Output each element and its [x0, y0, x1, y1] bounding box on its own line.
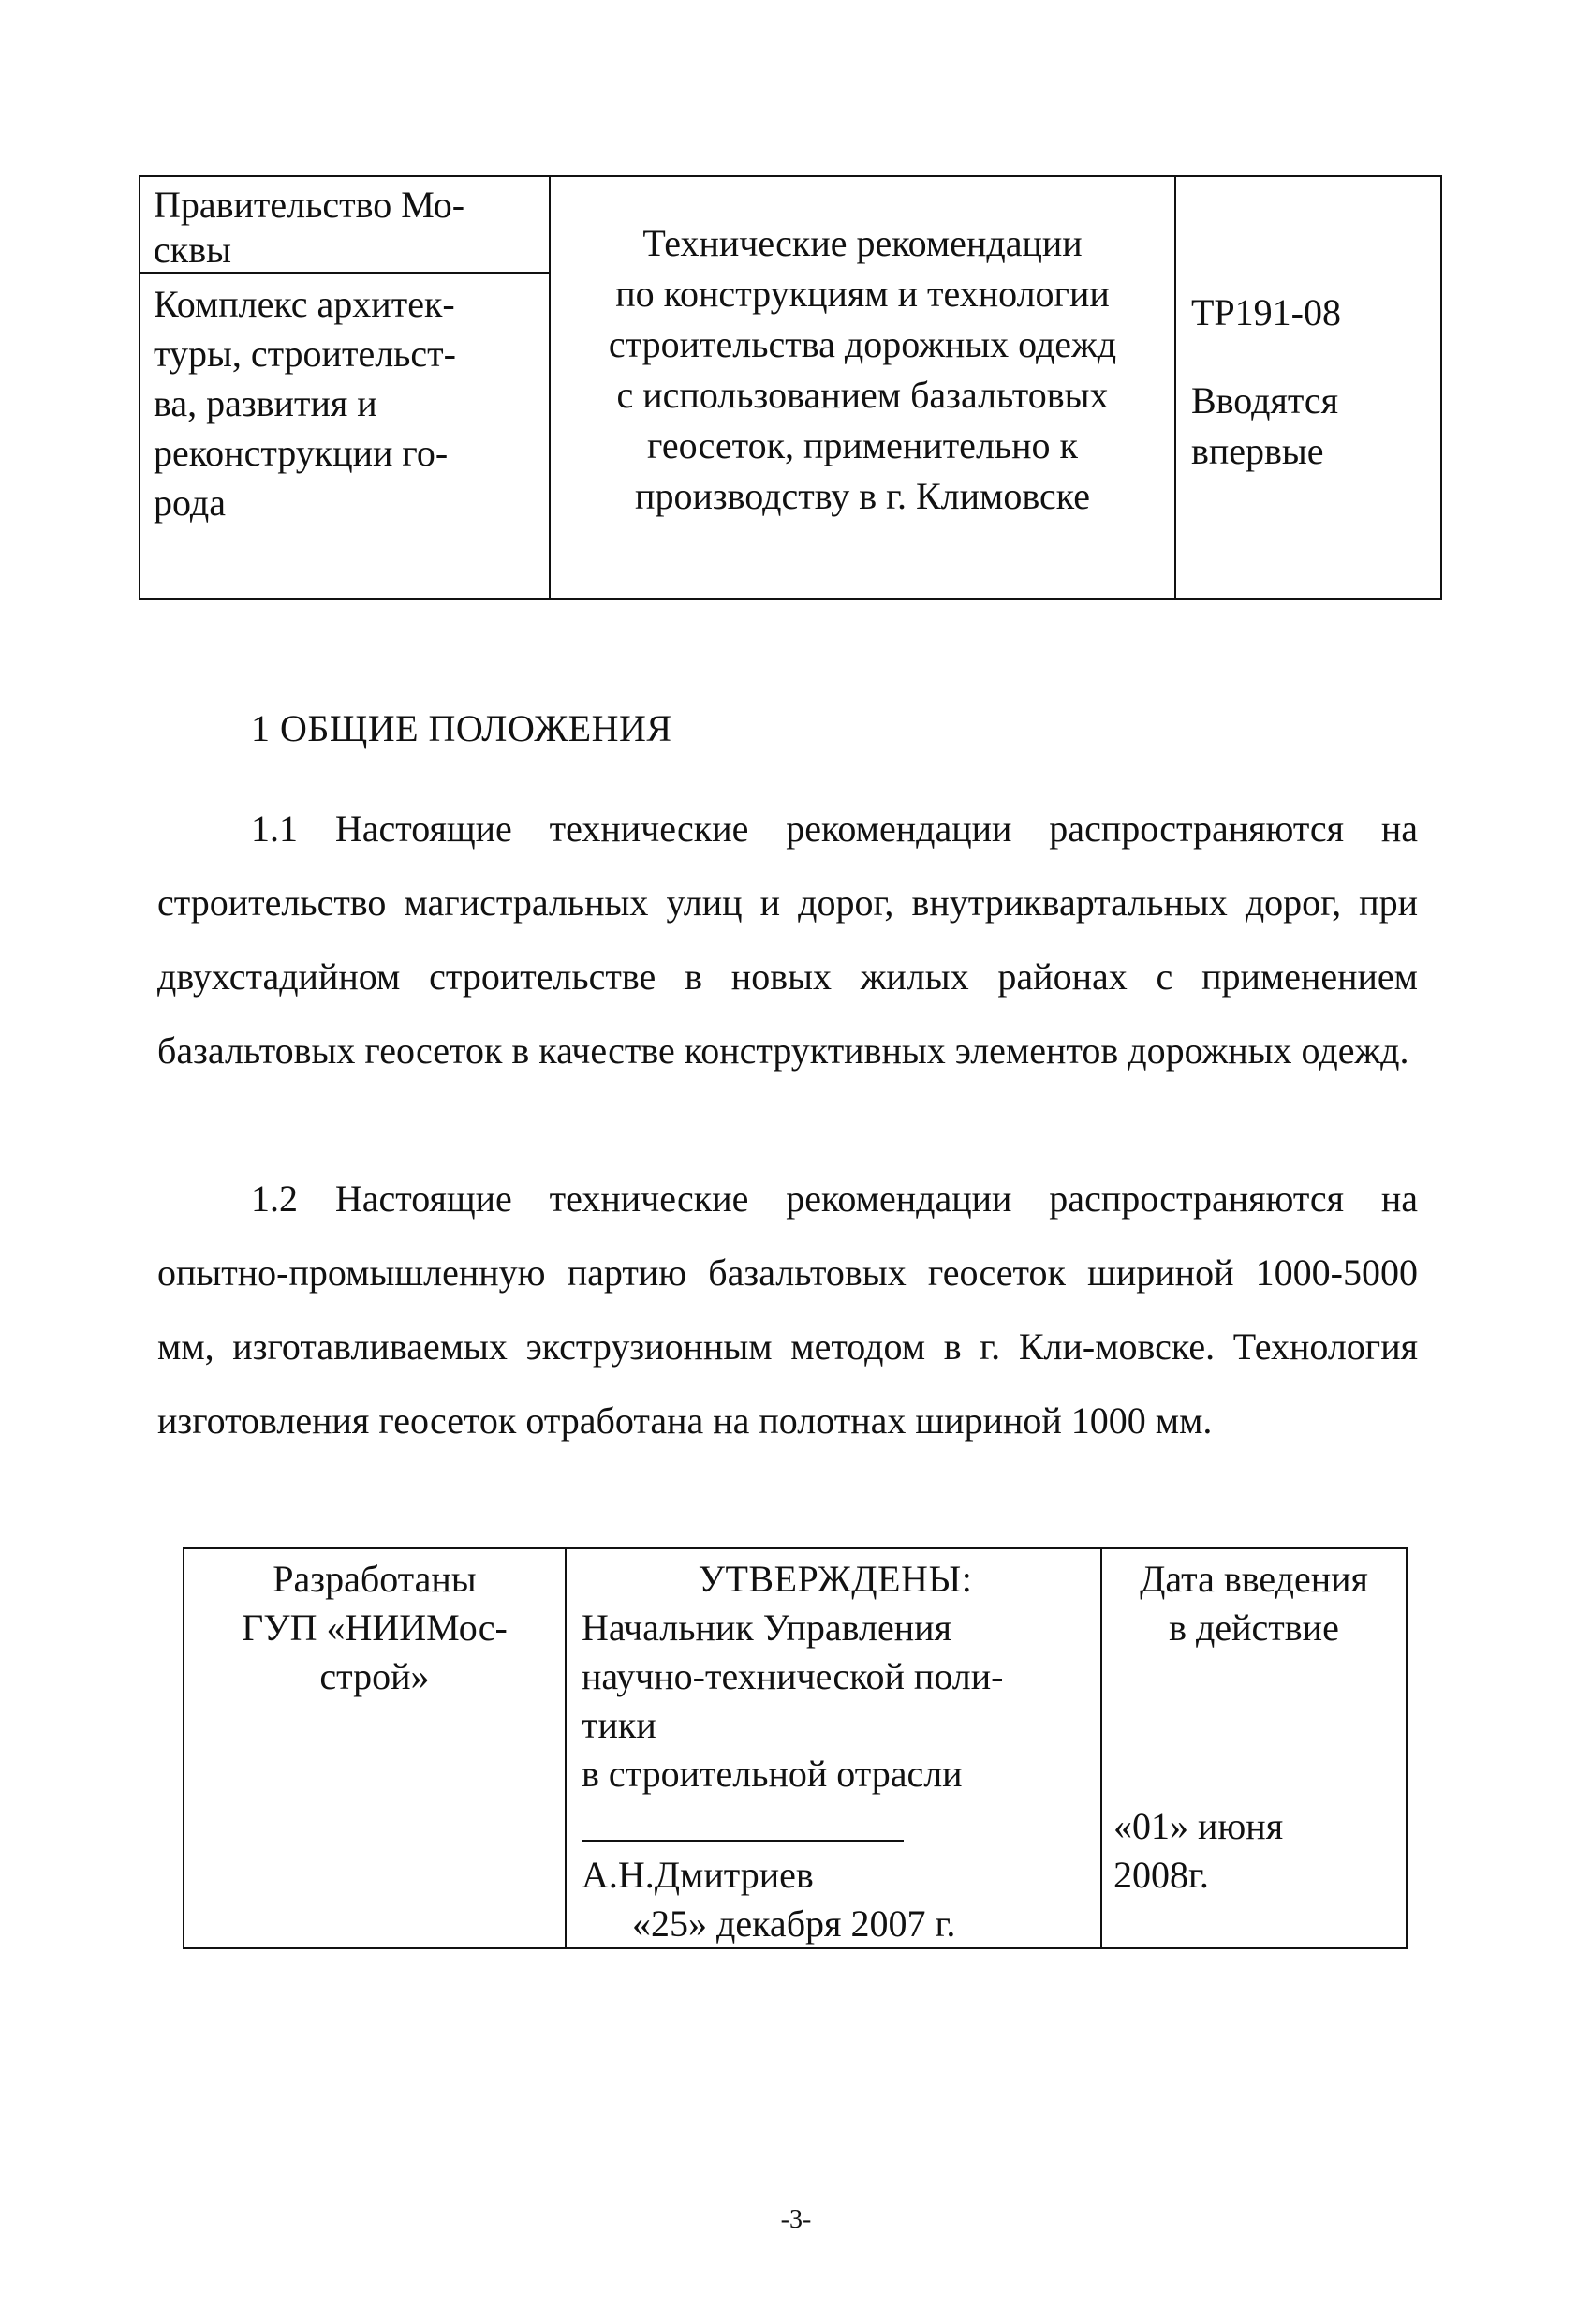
developer-cell	[184, 1548, 566, 1948]
complex-line: реконструкции го-	[154, 432, 449, 474]
paragraph-1-1: 1.1 Настоящие технические рекомендации распространяются на строительство магистральных улиц и дорог, внутриквартальных дорог, при двухстадийном строительстве в новых жилых районах с применением базальтовых геосеток в качестве конструктивных элементов дорожных одежд.	[157, 807, 1418, 1072]
approver-position-line: тики	[582, 1704, 656, 1746]
section-title: 1 ОБЩИЕ ПОЛОЖЕНИЯ	[251, 707, 672, 749]
paragraph-1-2: 1.2 Настоящие технические рекомендации распространяются на опытно-промышленную партию базальтовых геосеток шириной 1000-5000 мм, изготавливаемых экструзионным методом в г. Кли-мовске. Технология изготовления геосеток отработана на полотнах шириной 1000 мм.	[157, 1177, 1418, 1442]
government-line: сквы	[154, 229, 231, 271]
effective-date-block	[1102, 1549, 1406, 1944]
effective-date-cell	[1101, 1548, 1407, 1948]
complex-line: рода	[154, 481, 226, 524]
page-number: -3-	[780, 2205, 812, 2234]
effective-date-line: 2008г.	[1113, 1854, 1209, 1896]
status-line: Вводятся	[1191, 379, 1339, 422]
complex-line: Комплекс архитек-	[154, 283, 455, 325]
title-line: по конструкциям и технологии	[615, 273, 1110, 315]
government-name	[140, 177, 549, 274]
developer-line: Разработаны	[273, 1558, 477, 1600]
title-line: с использованием базальтовых	[616, 374, 1109, 416]
title-line: производству в г. Климовске	[635, 475, 1090, 517]
title-line: строительства дорожных одежд	[608, 323, 1117, 365]
effective-date-line: «01» июня	[1113, 1805, 1284, 1847]
document-title	[551, 177, 1174, 522]
approver-position-line: в строительной отрасли	[582, 1753, 963, 1795]
status-line: впервые	[1191, 430, 1324, 472]
effective-label-line: в действие	[1169, 1606, 1339, 1649]
approval-date: «25» декабря 2007 г.	[632, 1902, 956, 1945]
title-line: Технические рекомендации	[642, 222, 1083, 264]
complex-line: туры, строительст-	[154, 333, 456, 375]
document-title-cell	[550, 176, 1175, 599]
approver-name: А.Н.Дмитриев	[582, 1854, 814, 1896]
document-code: ТР191-08	[1191, 291, 1341, 333]
approval-cell	[566, 1548, 1101, 1948]
government-line: Правительство Мо-	[154, 184, 465, 226]
header-table	[139, 175, 1442, 600]
approval-block	[567, 1549, 1100, 1944]
document-code-block	[1176, 177, 1440, 477]
approved-label: УТВЕРЖДЕНЫ:	[698, 1558, 973, 1600]
effective-label-line: Дата введения	[1140, 1558, 1368, 1600]
organization-cell	[140, 176, 550, 599]
developer-line: строй»	[319, 1655, 430, 1697]
approver-position-line: Начальник Управления	[582, 1606, 951, 1649]
complex-name	[140, 274, 549, 527]
developer-block	[184, 1549, 565, 1701]
developer-line: ГУП «НИИМос-	[242, 1606, 508, 1649]
approval-table	[183, 1547, 1408, 1949]
signature-line	[582, 1840, 904, 1842]
title-line: геосеток, применительно к	[647, 424, 1078, 466]
complex-line: ва, развития и	[154, 382, 377, 424]
approver-position-line: научно-технической поли-	[582, 1655, 1004, 1697]
effective-date	[1113, 1802, 1394, 1900]
document-status	[1191, 376, 1431, 477]
document-code-cell	[1175, 176, 1441, 599]
